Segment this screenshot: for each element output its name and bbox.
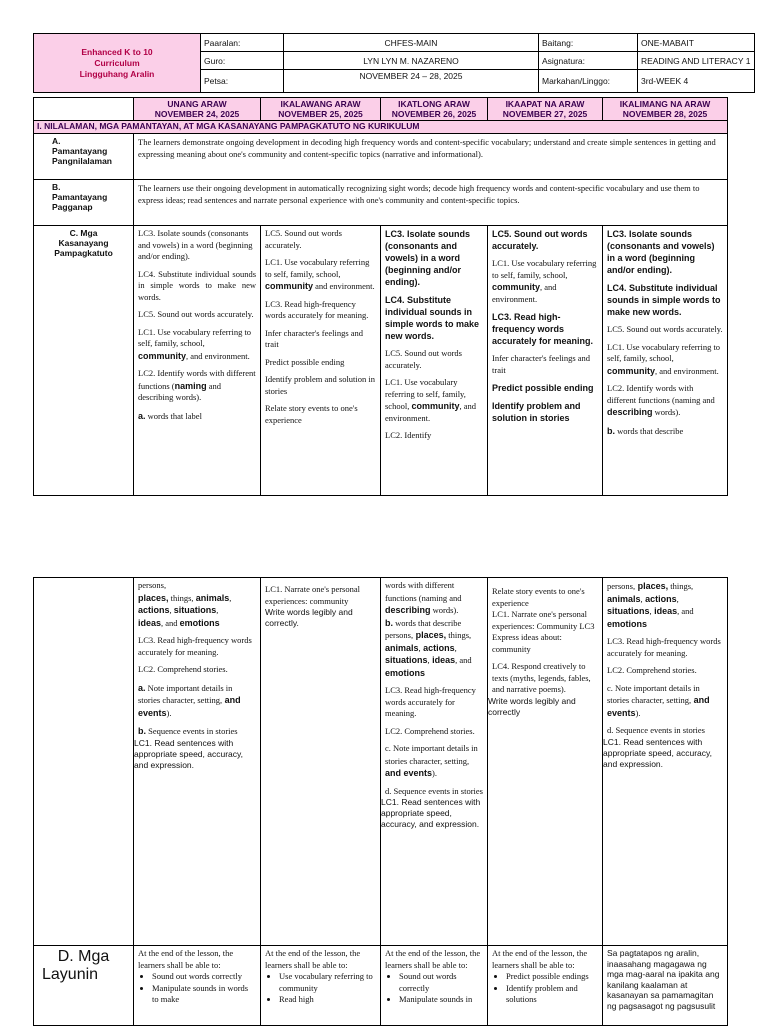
lc-item: LC3. Read high-frequency words accurately for meaning. bbox=[138, 635, 252, 657]
text-part: , and environment. bbox=[492, 282, 557, 304]
text-part: a. bbox=[138, 682, 146, 693]
paaralan-value: CHFES-MAIN bbox=[284, 34, 539, 52]
text-part: describing bbox=[385, 605, 431, 615]
form-title-line1: Enhanced K to 10 bbox=[81, 46, 153, 57]
lc-item bbox=[607, 383, 723, 419]
text-part: , bbox=[418, 642, 421, 653]
text-part: b. bbox=[138, 726, 146, 736]
day-name: IKALIMANG NA ARAW bbox=[619, 99, 711, 109]
text-part: situations bbox=[173, 605, 217, 615]
text-part: , bbox=[640, 593, 643, 604]
lc-item bbox=[607, 683, 723, 720]
text-part: ideas bbox=[651, 606, 678, 616]
text-part: words that describe persons, bbox=[385, 617, 462, 640]
day-name: IKALAWANG ARAW bbox=[280, 99, 361, 109]
row-c-label-3: Pampagkatuto bbox=[54, 248, 113, 258]
lc-item: LC1. Read sentences with appropriate speed, accuracy, and expression. bbox=[381, 797, 481, 829]
section-heading: I. NILALAMAN, MGA PAMANTAYAN, AT MGA KASANAYANG PAMPAGKATUTO NG KURIKULUM bbox=[34, 121, 728, 134]
objective-item: • Read high bbox=[279, 994, 376, 1006]
lc-item: LC4. Substitute individual sounds in simple words to make new words. bbox=[385, 295, 480, 341]
lc-item: LC1. Narrate one's personal experiences: community bbox=[265, 584, 360, 606]
lc-item bbox=[385, 617, 483, 680]
lc-item: LC3. Read high-frequency words accurately for meaning. bbox=[492, 312, 594, 346]
text-part: community bbox=[411, 401, 460, 411]
row-d-day4 bbox=[488, 946, 603, 1026]
row-a-label bbox=[34, 134, 134, 180]
header-table bbox=[33, 33, 755, 93]
text-part: , bbox=[676, 593, 679, 604]
lc-item: LC1. Read sentences with appropriate speed, accuracy, and expression. bbox=[134, 737, 243, 770]
text-part: naming bbox=[174, 380, 207, 391]
text-part: things, bbox=[446, 630, 472, 640]
lc-item: LC5. Sound out words accurately. bbox=[265, 228, 342, 250]
row-a-text: The learners demonstrate ongoing development in decoding high frequency words and content-specific vocabulary; understand and create simple sentences in getting and expressing meaning about one's community and content-specific topics (narrative and informational). bbox=[134, 134, 728, 180]
petsa-value: NOVEMBER 24 – 28, 2025 bbox=[284, 70, 539, 93]
lc-item: Infer character's feelings and trait bbox=[492, 353, 591, 375]
row-b-title: Pamantayang Pagganap bbox=[52, 192, 108, 212]
text-part: ). bbox=[635, 707, 641, 718]
lc-item: LC1. Read sentences with appropriate speed, accuracy, and expression. bbox=[603, 736, 712, 769]
text-part: actions bbox=[642, 593, 677, 604]
day-header-4 bbox=[488, 98, 603, 121]
text-part: , bbox=[427, 655, 430, 665]
row-d-day5: Sa pagtatapos ng aralin, inaasahang magagawa ng mga mag-aaral na ipakita ang kanilang kaalaman at kasanayan sa pamamagitan ng pagsasagot ng pagsusulit bbox=[603, 946, 728, 1026]
lc-item: LC5. Sound out words accurately. bbox=[607, 324, 723, 334]
text-part: persons, bbox=[607, 581, 636, 591]
lc-item bbox=[138, 682, 256, 720]
text-part: emotions bbox=[385, 667, 426, 678]
row-c-day5 bbox=[603, 226, 728, 496]
text-part: , and environment. bbox=[655, 365, 719, 376]
row-c-day2 bbox=[261, 226, 381, 496]
lc-item: LC4. Substitute individual sounds in simple words to make new words. bbox=[138, 268, 256, 302]
lc-item: Infer character's feelings and trait bbox=[265, 327, 364, 349]
lc-item bbox=[385, 377, 483, 424]
corner-cell bbox=[34, 98, 134, 121]
lesson-table bbox=[33, 97, 728, 496]
text-part: actions bbox=[138, 605, 170, 615]
text-part: community bbox=[607, 365, 656, 376]
text-part: animals bbox=[195, 592, 230, 603]
text-part: describing bbox=[607, 407, 653, 417]
day-date: NOVEMBER 28, 2025 bbox=[622, 109, 708, 119]
petsa-label: Petsa: bbox=[201, 70, 284, 93]
row-c-label-2: Kasanayang bbox=[58, 238, 109, 248]
objective-list bbox=[385, 971, 483, 1006]
text-part: Note important details in stories character, setting, bbox=[138, 682, 233, 705]
baitang-value: ONE-MABAIT bbox=[638, 34, 755, 52]
text-part: ). bbox=[432, 768, 437, 778]
objective-item: • Sound out words correctly bbox=[152, 971, 256, 983]
text-part: emotions bbox=[179, 617, 220, 628]
text-part: , and environment. bbox=[385, 401, 476, 423]
text-part: actions bbox=[420, 642, 455, 653]
row-d-label-1: D. Mga bbox=[57, 948, 110, 965]
objective-item: • Identify problem and solutions bbox=[506, 983, 598, 1006]
lc-item: LC2. Comprehend stories. bbox=[607, 665, 697, 675]
text-part: , and bbox=[161, 617, 180, 628]
text-part: ideas bbox=[429, 655, 456, 665]
markahan-label: Markahan/Linggo: bbox=[539, 70, 638, 93]
lc-item bbox=[138, 410, 256, 423]
text-part: places, bbox=[635, 581, 669, 591]
text-part: b. bbox=[607, 425, 615, 436]
lc-item: Relate story events to one's experience bbox=[265, 403, 358, 425]
text-part: and environment. bbox=[313, 281, 375, 291]
lc-item bbox=[138, 327, 256, 363]
text-part: , and bbox=[677, 606, 694, 616]
text-part: community bbox=[265, 281, 314, 291]
day-name: UNANG ARAW bbox=[167, 99, 227, 109]
objective-intro: At the end of the lesson, the learners shall be able to: bbox=[385, 948, 481, 970]
text-part: animals bbox=[607, 593, 641, 604]
lc-item: LC2. Comprehend stories. bbox=[385, 725, 475, 736]
row-c-label-1: C. Mga bbox=[69, 228, 98, 238]
objective-item: • Sound out words correctly bbox=[399, 971, 483, 994]
text-part: situations bbox=[385, 655, 428, 665]
row-d-label-2: Layunin bbox=[42, 966, 99, 983]
day-date: NOVEMBER 26, 2025 bbox=[391, 109, 477, 119]
text-part: c. Note important details in stories character, setting, bbox=[607, 682, 700, 705]
lc-item: Relate story events to one's experience bbox=[492, 586, 585, 608]
row-c-day4 bbox=[488, 226, 603, 496]
text-part: community bbox=[138, 350, 187, 361]
row-c-day5-continued bbox=[603, 578, 728, 946]
lc-item: LC3. Isolate sounds (consonants and vowels) in a word (beginning and/or ending). bbox=[138, 228, 253, 261]
text-part: LC1. Use vocabulary referring to self, family, school, bbox=[265, 257, 370, 279]
form-title bbox=[34, 34, 201, 93]
lc-item: d. Sequence events in stories bbox=[607, 725, 705, 735]
row-b-letter: B. bbox=[52, 182, 61, 192]
objective-item: • Manipulate sounds in words to make bbox=[152, 983, 256, 1006]
lc-item: LC3. Read high-frequency words accurately for meaning. bbox=[265, 298, 369, 320]
lc-item: LC2. Identify bbox=[385, 430, 432, 440]
lc-item: Identify problem and solution in stories bbox=[265, 374, 376, 396]
text-part: things, bbox=[168, 592, 196, 603]
lc-item: Predict possible ending bbox=[265, 356, 345, 367]
day-header-5 bbox=[603, 98, 728, 121]
row-c-day4-continued bbox=[488, 578, 603, 946]
lc-item: LC4. Respond creatively to texts (myths, legends, fables, and narrative poems). bbox=[492, 661, 591, 694]
lc-item bbox=[492, 258, 598, 305]
lc-item: LC3. Read high-frequency words accurately for meaning. bbox=[607, 636, 721, 658]
text-part: LC1. Use vocabulary referring to self, family, school, bbox=[492, 258, 597, 280]
text-part: and events bbox=[607, 695, 710, 718]
text-part: , bbox=[229, 592, 232, 603]
text-part: words with different functions (naming and bbox=[385, 580, 462, 603]
lc-item: LC3. Read high-frequency words accurately for meaning. bbox=[385, 685, 476, 718]
form-title-line3: Lingguhang Aralin bbox=[79, 68, 155, 79]
text-part: ). bbox=[166, 707, 172, 718]
text-part: LC1. Use vocabulary referring to self, family, school, bbox=[607, 341, 721, 363]
lc-item: LC4. Substitute individual sounds in simple words to make new words. bbox=[607, 283, 721, 317]
lc-item: LC5. Sound out words accurately. bbox=[138, 309, 254, 319]
baitang-label: Baitang: bbox=[539, 34, 638, 52]
day-header-2 bbox=[261, 98, 381, 121]
lc-item bbox=[138, 368, 256, 404]
lc-item bbox=[138, 725, 256, 738]
row-d-label bbox=[34, 946, 134, 1026]
text-part: words that describe bbox=[615, 425, 684, 436]
row-d-day2 bbox=[261, 946, 381, 1026]
text-part: , bbox=[169, 605, 174, 615]
lc-item: LC5. Sound out words accurately. bbox=[385, 348, 462, 370]
text-part: Sequence events in stories bbox=[146, 726, 238, 736]
text-part: , bbox=[454, 642, 457, 653]
objective-intro: At the end of the lesson, the learners shall be able to: bbox=[265, 948, 361, 970]
lc-item: LC1. Narrate one's personal experiences: Community LC3 Express ideas about: community bbox=[492, 609, 595, 654]
day-date: NOVEMBER 25, 2025 bbox=[278, 109, 363, 119]
lc-item: Write words legibly and correctly bbox=[488, 695, 576, 717]
day-date: NOVEMBER 24, 2025 bbox=[154, 109, 240, 119]
text-part: places, bbox=[413, 630, 447, 640]
lc-item: LC2. Comprehend stories. bbox=[138, 664, 228, 674]
lc-item bbox=[138, 580, 256, 629]
paaralan-label: Paaralan: bbox=[201, 34, 284, 52]
text-part: persons, bbox=[138, 580, 167, 590]
lc-item: d. Sequence events in stories bbox=[385, 785, 483, 796]
objective-item: • Use vocabulary referring to community bbox=[279, 971, 376, 994]
objective-list bbox=[265, 971, 376, 1006]
lc-item bbox=[607, 425, 723, 438]
lc-item bbox=[265, 257, 376, 293]
text-part: words that label bbox=[145, 410, 202, 421]
lc-item: Write words legibly and correctly. bbox=[265, 607, 353, 628]
markahan-value: 3rd-WEEK 4 bbox=[638, 70, 755, 93]
form-title-line2: Curriculum bbox=[94, 57, 140, 68]
text-part: community bbox=[492, 282, 541, 292]
lc-item bbox=[385, 743, 483, 780]
asignatura-label: Asignatura: bbox=[539, 52, 638, 70]
text-part: emotions bbox=[607, 618, 648, 629]
text-part: a. bbox=[138, 410, 146, 421]
lc-item bbox=[385, 580, 483, 617]
objective-list bbox=[492, 971, 598, 1006]
text-part: b. bbox=[385, 617, 393, 628]
text-part: and events bbox=[385, 768, 433, 778]
text-part: ideas bbox=[138, 617, 162, 628]
text-part: things, bbox=[668, 581, 694, 591]
day-name: IKAAPAT NA ARAW bbox=[505, 99, 585, 109]
lc-item: Identify problem and solution in stories bbox=[492, 401, 581, 423]
text-part: LC1. Use vocabulary referring to self, family, school, bbox=[385, 377, 466, 411]
day-name: IKATLONG ARAW bbox=[398, 99, 470, 109]
row-a-letter: A. bbox=[52, 136, 61, 146]
text-part: places, bbox=[138, 592, 169, 603]
row-b-text: The learners use their ongoing development in automatically recognizing sight words; decode high frequency words and content-specific vocabulary and use them to express ideas; read sentences and narrate personal experience with one's community and content-specific topics. bbox=[134, 180, 728, 226]
objective-list bbox=[138, 971, 256, 1006]
row-c-day1 bbox=[134, 226, 261, 496]
text-part: and describing words). bbox=[138, 380, 222, 402]
row-c-label-continued bbox=[34, 578, 134, 946]
text-part: , and environment. bbox=[186, 350, 250, 361]
guro-label: Guro: bbox=[201, 52, 284, 70]
text-part: LC2. Identify words with different functions (naming and bbox=[607, 383, 715, 405]
asignatura-value: READING AND LITERACY 1 bbox=[638, 52, 755, 70]
row-d-day3 bbox=[381, 946, 488, 1026]
text-part: , and bbox=[455, 655, 472, 665]
row-a-title: Pamantayang Pangnilalaman bbox=[52, 146, 112, 166]
lc-item: LC3. Isolate sounds (consonants and vowels) in a word (beginning and/or ending). bbox=[385, 229, 471, 287]
lesson-table-continued bbox=[33, 577, 728, 1026]
text-part: and events bbox=[138, 695, 241, 718]
text-part: , bbox=[649, 606, 652, 616]
row-d-day1 bbox=[134, 946, 261, 1026]
lc-item: Predict possible ending bbox=[492, 383, 594, 393]
row-c-label bbox=[34, 226, 134, 496]
row-b-label bbox=[34, 180, 134, 226]
text-part: animals bbox=[385, 642, 419, 653]
day-header-1 bbox=[134, 98, 261, 121]
row-c-day2-continued bbox=[261, 578, 381, 946]
text-part: , bbox=[216, 605, 219, 615]
day-date: NOVEMBER 27, 2025 bbox=[502, 109, 588, 119]
lc-item bbox=[607, 342, 723, 378]
objective-item: • Manipulate sounds in bbox=[399, 994, 483, 1006]
text-part: LC1. Use vocabulary referring to self, family, school, bbox=[138, 326, 252, 348]
lc-item: LC3. Isolate sounds (consonants and vowels) in a word (beginning and/or ending). bbox=[607, 229, 715, 275]
lc-item bbox=[607, 580, 723, 630]
text-part: words). bbox=[430, 605, 459, 615]
day-header-3 bbox=[381, 98, 488, 121]
objective-intro: At the end of the lesson, the learners shall be able to: bbox=[492, 948, 588, 970]
text-part: situations bbox=[607, 606, 650, 616]
guro-value: LYN LYN M. NAZARENO bbox=[284, 52, 539, 70]
row-c-day3 bbox=[381, 226, 488, 496]
text-part: words). bbox=[652, 407, 681, 417]
row-c-day1-continued bbox=[134, 578, 261, 946]
text-part: LC2. Identify words with different functions ( bbox=[138, 368, 256, 391]
lc-item: LC5. Sound out words accurately. bbox=[492, 229, 588, 251]
text-part: c. Note important details in stories character, setting, bbox=[385, 743, 478, 766]
row-c-day3-continued bbox=[381, 578, 488, 946]
objective-item: • Predict possible endings bbox=[506, 971, 598, 983]
objective-intro: At the end of the lesson, the learners shall be able to: bbox=[138, 948, 234, 970]
